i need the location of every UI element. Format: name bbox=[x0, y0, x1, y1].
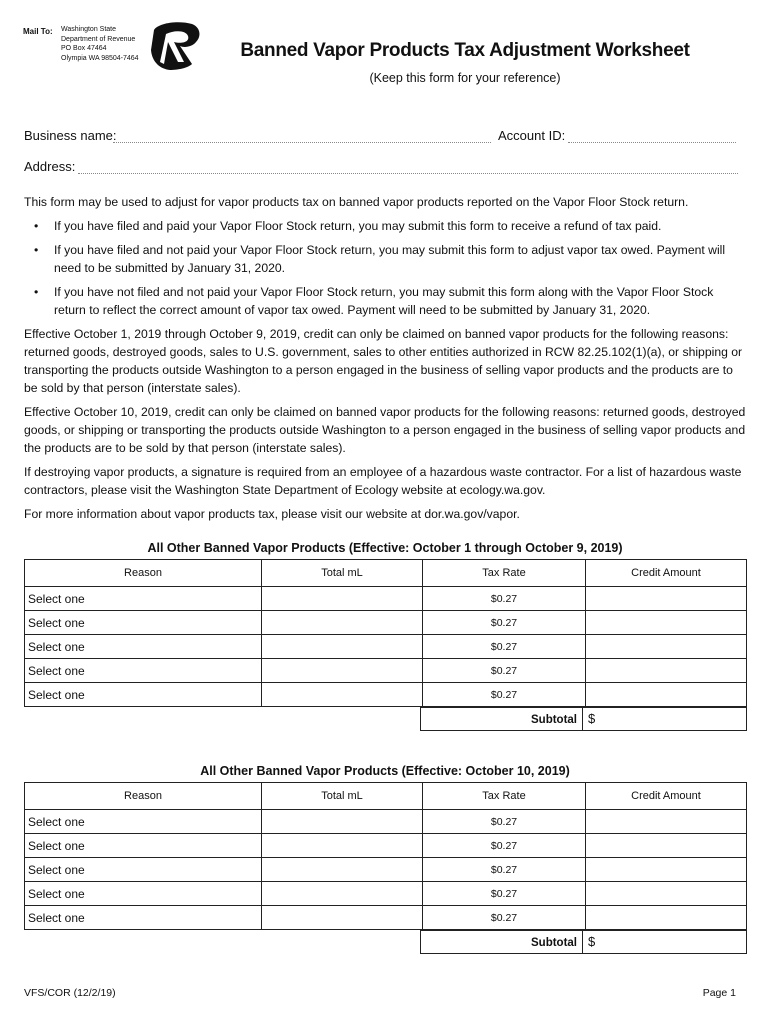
tax-rate: $0.27 bbox=[423, 659, 586, 683]
intro-paragraph: This form may be used to adjust for vapor products tax on banned vapor products reported on the Vapor Floor Stock return. bbox=[24, 195, 689, 209]
tax-rate: $0.27 bbox=[423, 882, 586, 906]
credit-amount bbox=[586, 810, 747, 834]
table-row bbox=[25, 834, 747, 858]
address-line: Olympia WA 98504-7464 bbox=[61, 54, 139, 62]
reason-select[interactable]: Select one bbox=[25, 834, 262, 858]
address-line: Department of Revenue bbox=[61, 35, 136, 43]
total-ml-input[interactable] bbox=[262, 659, 423, 683]
instructions bbox=[24, 193, 748, 529]
business-name-input[interactable] bbox=[113, 142, 491, 143]
bullet-item: • If you have filed and not paid your Vapor Floor Stock return, you may submit this form to adjust vapor tax owed. Payment will need to be submitted by January 31, 2020. bbox=[54, 241, 748, 277]
table-header-row bbox=[25, 783, 747, 810]
header-reason: Reason bbox=[25, 560, 262, 587]
tax-rate: $0.27 bbox=[423, 587, 586, 611]
reason-select[interactable]: Select one bbox=[25, 635, 262, 659]
reason-select[interactable]: Select one bbox=[25, 611, 262, 635]
paragraph-more-info: For more information about vapor products tax, please visit our website at dor.wa.gov/vapor. bbox=[24, 507, 520, 521]
reason-select[interactable]: Select one bbox=[25, 906, 262, 930]
total-ml-input[interactable] bbox=[262, 611, 423, 635]
subtotal-amount: $ bbox=[582, 930, 747, 954]
table2-title: All Other Banned Vapor Products (Effective: October 10, 2019) bbox=[200, 764, 570, 778]
tax-rate: $0.27 bbox=[423, 611, 586, 635]
bullet-item: • If you have filed and paid your Vapor Floor Stock return, you may submit this form to receive a refund of tax paid. bbox=[54, 217, 748, 235]
credit-amount bbox=[586, 882, 747, 906]
total-ml-input[interactable] bbox=[262, 683, 423, 707]
tax-rate: $0.27 bbox=[423, 635, 586, 659]
total-ml-input[interactable] bbox=[262, 882, 423, 906]
business-name-label: Business name: bbox=[24, 128, 117, 143]
tax-rate: $0.27 bbox=[423, 858, 586, 882]
paragraph-effective-oct1: Effective October 1, 2019 through October 9, 2019, credit can only be claimed on banned vapor products for the following reasons: returned goods, destroyed goods, sales to U.S. government, sales to other entities authorized in RCW 82.25.102(1)(a), or shipping or transporting the products outside Washington to a person engaged in the business of selling vapor products and the products are to be sold by that person (interstate sales). bbox=[24, 327, 743, 395]
tax-rate: $0.27 bbox=[423, 810, 586, 834]
total-ml-input[interactable] bbox=[262, 810, 423, 834]
credit-amount bbox=[586, 906, 747, 930]
total-ml-input[interactable] bbox=[262, 834, 423, 858]
table-row bbox=[25, 882, 747, 906]
subtotal-amount: $ bbox=[582, 707, 747, 731]
table-header-row bbox=[25, 560, 747, 587]
reason-select[interactable]: Select one bbox=[25, 587, 262, 611]
credit-amount bbox=[586, 587, 747, 611]
table-row bbox=[25, 906, 747, 930]
table1-title: All Other Banned Vapor Products (Effective: October 1 through October 9, 2019) bbox=[147, 541, 623, 555]
credit-amount bbox=[586, 611, 747, 635]
form-code: VFS/COR (12/2/19) bbox=[24, 987, 116, 999]
header-total-ml: Total mL bbox=[262, 560, 423, 587]
paragraph-destroying: If destroying vapor products, a signature is required from an employee of a hazardous waste contractor. For a list of hazardous waste contractors, please visit the Washington State Department of Ecology website at ecology.wa.gov. bbox=[24, 465, 742, 497]
table-row bbox=[25, 635, 747, 659]
table-row bbox=[25, 683, 747, 707]
address-field[interactable] bbox=[24, 159, 75, 174]
total-ml-input[interactable] bbox=[262, 858, 423, 882]
total-ml-input[interactable] bbox=[262, 635, 423, 659]
header-total-ml: Total mL bbox=[262, 783, 423, 810]
reason-select[interactable]: Select one bbox=[25, 858, 262, 882]
paragraph-effective-oct10: Effective October 10, 2019, credit can only be claimed on banned vapor products for the following reasons: returned goods, destroyed goods, or shipping or transporting the products outside Washington to a person engaged in the business of selling vapor products and the products are to be sold by that person (interstate sales). bbox=[24, 405, 746, 455]
reason-select[interactable]: Select one bbox=[25, 810, 262, 834]
credit-amount bbox=[586, 635, 747, 659]
credit-amount bbox=[586, 858, 747, 882]
account-id-label: Account ID: bbox=[498, 128, 566, 143]
business-name-field[interactable] bbox=[24, 128, 117, 143]
table-row bbox=[25, 858, 747, 882]
page-number: Page 1 bbox=[702, 987, 736, 999]
table-row bbox=[25, 587, 747, 611]
address-line: Washington State bbox=[61, 26, 116, 33]
header-tax-rate: Tax Rate bbox=[423, 783, 586, 810]
header-reason: Reason bbox=[25, 783, 262, 810]
reason-select[interactable]: Select one bbox=[25, 683, 262, 707]
subtotal-label: Subtotal bbox=[420, 707, 582, 731]
credit-table-oct10 bbox=[24, 782, 747, 930]
address-input[interactable] bbox=[78, 173, 738, 174]
header-credit-amount: Credit Amount bbox=[586, 560, 747, 587]
credit-table-oct1-9 bbox=[24, 559, 747, 707]
total-ml-input[interactable] bbox=[262, 906, 423, 930]
tax-rate: $0.27 bbox=[423, 683, 586, 707]
account-id-field[interactable] bbox=[498, 128, 565, 143]
mail-to-label: Mail To: bbox=[23, 27, 53, 36]
form-title: Banned Vapor Products Tax Adjustment Worksheet bbox=[240, 40, 690, 61]
account-id-input[interactable] bbox=[568, 142, 736, 143]
table-row bbox=[25, 810, 747, 834]
subtotal-label: Subtotal bbox=[420, 930, 582, 954]
credit-amount bbox=[586, 834, 747, 858]
credit-amount bbox=[586, 683, 747, 707]
reason-select[interactable]: Select one bbox=[25, 659, 262, 683]
header-credit-amount: Credit Amount bbox=[586, 783, 747, 810]
credit-amount bbox=[586, 659, 747, 683]
table-row bbox=[25, 611, 747, 635]
bullet-list bbox=[24, 217, 748, 319]
table-row bbox=[25, 659, 747, 683]
reason-select[interactable]: Select one bbox=[25, 882, 262, 906]
header-tax-rate: Tax Rate bbox=[423, 560, 586, 587]
form-subtitle: (Keep this form for your reference) bbox=[369, 71, 561, 85]
total-ml-input[interactable] bbox=[262, 587, 423, 611]
address-label: Address: bbox=[24, 159, 76, 174]
bullet-item: • If you have not filed and not paid your Vapor Floor Stock return, you may submit this form along with the Vapor Floor Stock return to reflect the correct amount of vapor tax owed. Payment will need to be submitted by January 31, 2020. bbox=[54, 283, 748, 319]
tax-rate: $0.27 bbox=[423, 906, 586, 930]
address-line: PO Box 47464 bbox=[61, 45, 107, 52]
tax-rate: $0.27 bbox=[423, 834, 586, 858]
